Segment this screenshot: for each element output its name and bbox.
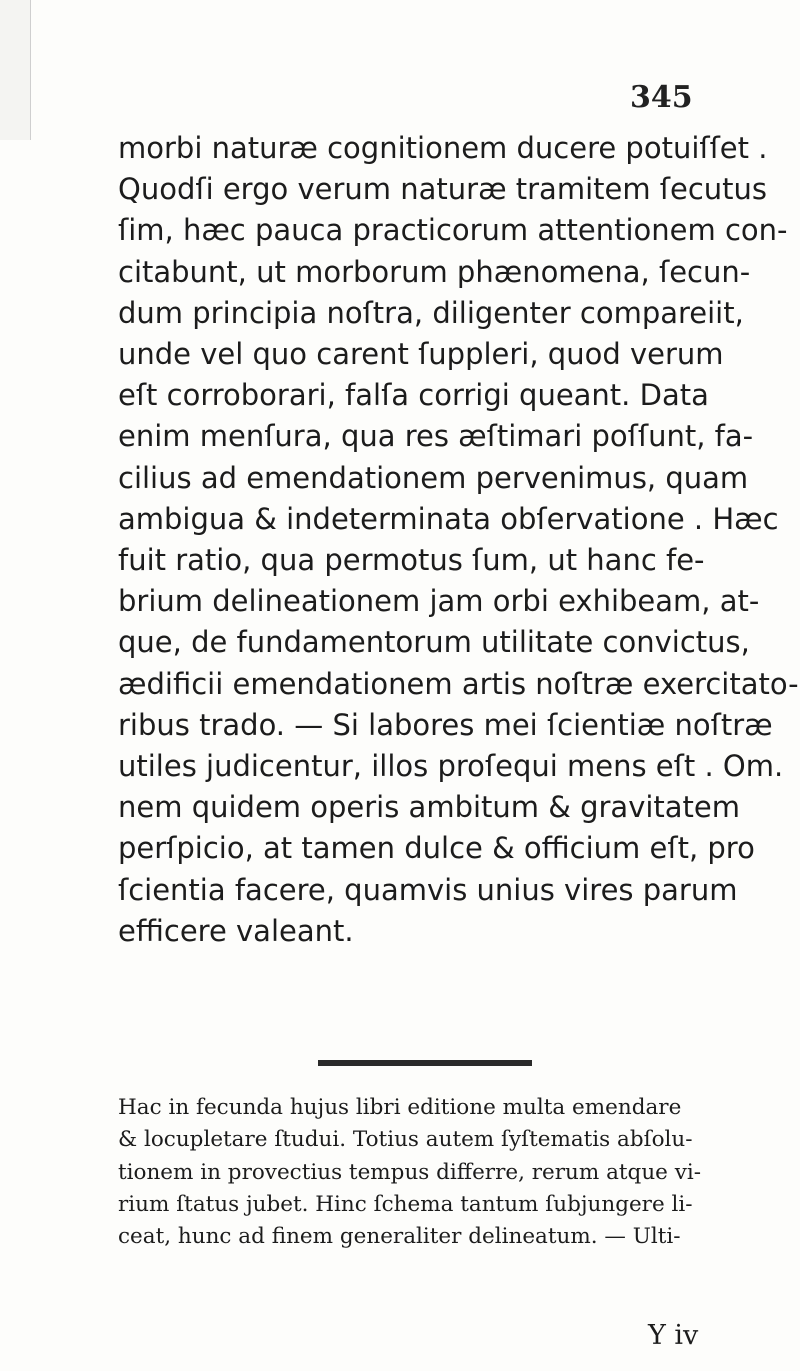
text-line: ambigua & indeterminata obſervatione . Hæc	[118, 501, 779, 536]
text-line: ſcientia facere, quamvis unius vires parum	[118, 872, 738, 907]
text-line: ribus trado. — Si labores mei ſcientiæ noſtræ	[118, 707, 773, 742]
text-line: utiles judicentur, illos proſequi mens eſt . Om.	[118, 749, 784, 784]
footnote-paragraph	[118, 1092, 778, 1253]
text-line: eſt corroborari, falſa corrigi queant. Data	[118, 378, 709, 413]
text-line: que, de fundamentorum utilitate convictus,	[118, 625, 750, 660]
text-line: efficere valeant.	[118, 913, 354, 948]
footnote-line: Hac in fecunda hujus libri editione multa emendare	[118, 1095, 682, 1120]
footnote-separator-rule	[318, 1060, 532, 1066]
text-line: ædificii emendationem artis noſtræ exercitato-	[118, 666, 799, 701]
page-number: 345	[630, 80, 693, 115]
text-line: unde vel quo carent ſuppleri, quod verum	[118, 337, 724, 372]
footnote-line: tionem in provectius tempus differre, rerum atque vi-	[118, 1159, 702, 1185]
text-line: Quodſi ergo verum naturæ tramitem ſecutus	[118, 172, 768, 207]
text-line: ſim, hæc pauca practicorum attentionem con-	[118, 213, 788, 248]
text-line: enim menſura, qua res æſtimari poſſunt, fa-	[118, 419, 754, 454]
text-line: cilius ad emendationem pervenimus, quam	[118, 460, 749, 495]
text-line: brium delineationem jam orbi exhibeam, at-	[118, 584, 760, 619]
text-line: morbi naturæ cognitionem ducere potuiſſet .	[118, 131, 768, 165]
text-line: nem quidem operis ambitum & gravitatem	[118, 790, 741, 825]
text-line: citabunt, ut morborum phænomena, ſecun-	[118, 254, 751, 289]
footnote-line: rium ſtatus jubet. Hinc ſchema tantum ſubjungere li-	[118, 1191, 693, 1217]
text-line: dum principia noſtra, diligenter compareiit,	[118, 295, 744, 330]
main-paragraph	[118, 128, 799, 952]
text-line: perſpicio, at tamen dulce & officium eſt, pro	[118, 831, 755, 866]
footnote-line: & locupletare ſtudui. Totius autem ſyſtematis abſolu-	[118, 1127, 693, 1153]
footnote-line: ceat, hunc ad finem generaliter delineatum. — Ulti-	[118, 1224, 681, 1250]
text-line: fuit ratio, qua permotus ſum, ut hanc fe-	[118, 543, 705, 578]
signature-mark: Y iv	[648, 1320, 699, 1351]
previous-page-edge	[0, 0, 31, 140]
